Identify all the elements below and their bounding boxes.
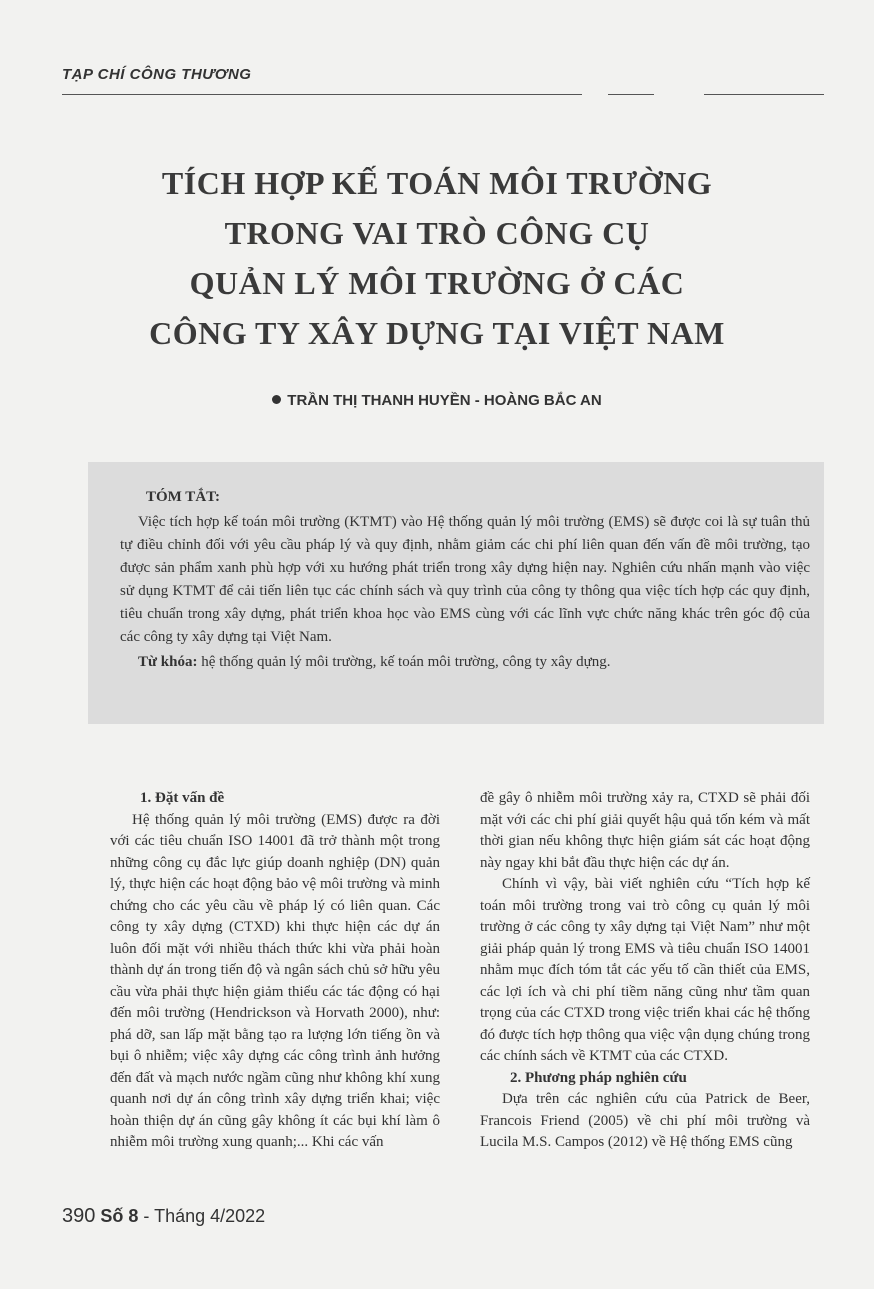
body-paragraph: Hệ thống quản lý môi trường (EMS) được ra đời với các tiêu chuẩn ISO 14001 đã trở thành một trong những công cụ đắc lực giúp doanh nghiệp (DN) quản lý, thực hiện các hoạt động bảo vệ môi trường và minh chứng cho các yêu cầu về pháp lý có liên quan. Các công ty xây dựng (CTXD) khi thực hiện các dự án luôn đối mặt với nhiều thách thức khi vừa phải hoàn thành dự án trong tiến độ và ngân sách chủ sở hữu yêu cầu vừa phải thực hiện giảm thiểu các tác động có hại đến môi trường (Hendrickson và Horvath 2000), như: phá dỡ, san lấp mặt bằng tạo ra lượng lớn tiếng ồn và bụi ô nhiễm; việc xây dựng các công trình ảnh hưởng đến đất và mạch nước ngầm cũng như không khí xung quanh nơi dự án công trình xây dựng triển khai; việc hoàn thiện dự án cũng gây không ít các bụi khí làm ô nhiễm môi trường xung quanh;... Khi các vấn [110,811,440,1150]
body-paragraph: Dựa trên các nghiên cứu của Patrick de Beer, Francois Friend (2005) về chi phí môi trường và Lucila M.S. Campos (2012) về Hệ thống EMS cũng [480,1091,810,1150]
issue-number: Số 8 [100,1206,139,1226]
header-rule [62,94,582,95]
header-rule [608,94,654,95]
journal-header [62,66,824,96]
abstract-text: Việc tích hợp kế toán môi trường (KTMT) vào Hệ thống quản lý môi trường (EMS) sẽ được coi là sự tuân thủ tự điều chỉnh đối với yêu cầu pháp lý và quy định, nhằm giảm các chi phí liên quan đến vấn đề môi trường, tạo được sản phẩm xanh phù hợp với xu hướng phát triển trong xây dựng hiện nay. Nghiên cứu nhấn mạnh vào việc sử dụng KTMT để cải tiến liên tục các chính sách và quy trình của công ty thông qua việc tích hợp các quy định, tiêu chuẩn trong xây dựng, phát triển khoa học vào EMS cùng với các lĩnh vực chức năng khác trên góc độ của các công ty xây dựng tại Việt Nam. [120,514,810,645]
abstract-content [120,486,810,674]
keywords [120,651,810,674]
title-line: TRONG VAI TRÒ CÔNG CỤ [224,215,650,251]
title-line: CÔNG TY XÂY DỰNG TẠI VIỆT NAM [149,315,725,351]
author-line [0,392,874,409]
title-line: TÍCH HỢP KẾ TOÁN MÔI TRƯỜNG [161,165,713,201]
keywords-text: hệ thống quản lý môi trường, kế toán môi trường, công ty xây dựng. [197,654,611,670]
body-paragraph: Chính vì vậy, bài viết nghiên cứu “Tích hợp kế toán môi trường trong vai trò công cụ quản lý môi trường ở các công ty xây dựng tại Việt Nam” như một giải pháp quản lý trong EMS và tiêu chuẩn ISO 14001 nhằm mục đích tóm tắt các yếu tố cần thiết của EMS, các lợi ích và chi phí tiềm năng cũng như tầm quan trọng của các CTXD trong việc triển khai các hệ thống đó được tích hợp thông qua việc vận dụng chúng trong các chính sách về KTMT của các CTXD. [480,876,810,1064]
article-title [60,158,814,358]
authors: TRẦN THỊ THANH HUYỀN - HOÀNG BẮC AN [287,392,602,409]
section-heading: 1. Đặt vấn đề [140,790,225,806]
right-column [480,788,810,1154]
issue-date: - Tháng 4/2022 [138,1206,266,1226]
keywords-label: Từ khóa: [138,654,198,670]
body-paragraph: đề gây ô nhiễm môi trường xảy ra, CTXD sẽ phải đối mặt với các chi phí giải quyết hậu quả tốn kém và mất thời gian nếu không thực hiện giám sát các hoạt động này ngay khi bắt đầu thực hiện các dự án. [480,790,810,871]
header-rule [704,94,824,95]
page-footer [62,1205,265,1228]
journal-name: TẠP CHÍ CÔNG THƯƠNG [62,66,252,83]
left-column [110,788,440,1154]
page-number: 390 [62,1205,96,1227]
abstract-box [88,462,824,724]
abstract-heading: TÓM TẮT: [146,489,221,505]
section-heading: 2. Phương pháp nghiên cứu [510,1069,687,1086]
bullet-icon [272,395,281,404]
title-line: QUẢN LÝ MÔI TRƯỜNG Ở CÁC [189,265,685,301]
